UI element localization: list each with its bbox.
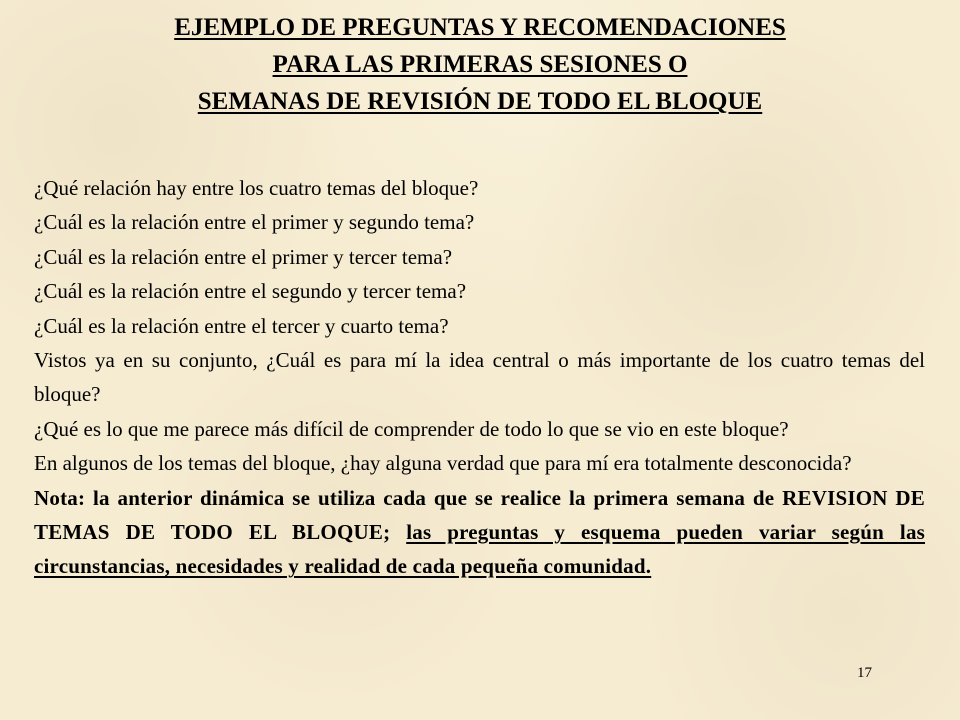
page-number: 17 xyxy=(857,665,872,681)
slide-title xyxy=(0,9,960,120)
question-item: En algunos de los temas del bloque, ¿hay alguna verdad que para mí era totalmente desconocida? xyxy=(34,451,852,476)
title-line: SEMANAS DE REVISIÓN DE TODO EL BLOQUE xyxy=(197,88,763,115)
note-paragraph xyxy=(34,481,925,584)
title-line: EJEMPLO DE PREGUNTAS Y RECOMENDACIONES xyxy=(174,14,786,41)
question-item: ¿Cuál es la relación entre el segundo y tercer tema? xyxy=(34,279,467,304)
question-item: Vistos ya en su conjunto, ¿Cuál es para mí la idea central o más importante de los cuatro temas del bloque? xyxy=(34,348,925,407)
question-item: ¿Cuál es la relación entre el tercer y cuarto tema? xyxy=(34,313,449,338)
note-text: Nota: la anterior dinámica se utiliza cada que se realice la primera semana de REVISION DE TEMAS DE TODO EL BLOQUE; xyxy=(34,485,925,545)
question-item: ¿Cuál es la relación entre el primer y segundo tema? xyxy=(34,210,475,235)
question-item: ¿Qué relación hay entre los cuatro temas del bloque? xyxy=(34,176,479,200)
note-underlined-text: las preguntas y esquema pueden variar según las circunstancias, necesidades y realidad de cada pequeña comunidad. xyxy=(34,520,926,579)
title-line: PARA LAS PRIMERAS SESIONES O xyxy=(272,51,688,78)
question-item: ¿Cuál es la relación entre el primer y tercer tema? xyxy=(34,244,453,269)
questions-list xyxy=(34,171,925,584)
question-item: ¿Qué es lo que me parece más difícil de comprender de todo lo que se vio en este bloque? xyxy=(34,416,789,441)
